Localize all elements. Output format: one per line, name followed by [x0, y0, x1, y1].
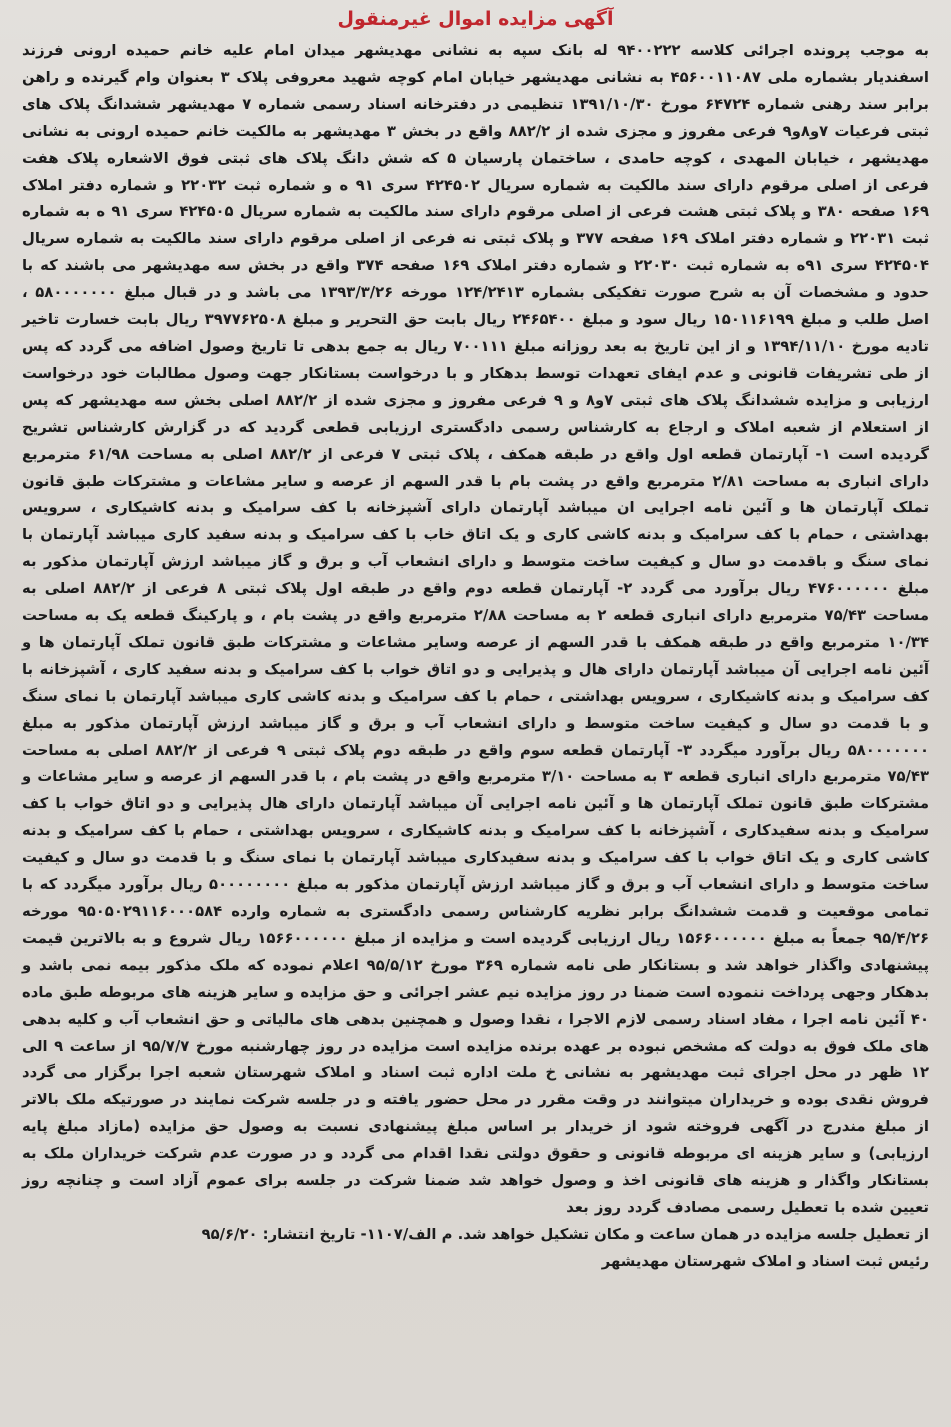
- notice-body: به موجب پرونده اجرائی کلاسه ۹۴۰۰۲۲۲ له بانک سپه به نشانی مهدیشهر میدان امام علیه خانم حمیده ارونی فرزند اسفندیار بشماره ملی ۴۵۶۰۰۱۱۰۸۷ به نشانی مهدیشهر خیابان امام کوچه شهید معروفی پلاک ۳ بعنوان وام گیرنده و راهن برابر سند رهنی شماره ۶۴۷۲۴ مورخ ۱۳۹۱/۱۰/۳۰ تنظیمی در دفترخانه اسناد رسمی شماره ۷ مهدیشهر ششدانگ پلاک های ثبتی فرعیات ۷و۸و۹ فرعی مفروز و مجزی شده از ۸۸۲/۲ واقع در بخش ۳ مهدیشهر به مالکیت خانم حمیده ارونی به نشانی مهدیشهر ، خیابان المهدی ، کوچه حامدی ، ساختمان پارسیان ۵ که شش دانگ پلاک های ثبتی فوق الاشعاره پلاک هفت فرعی از اصلی مرقوم دارای سند مالکیت به شماره سریال ۴۲۴۵۰۲ سری ۹۱ ه و شماره ثبت ۲۲۰۳۲ و شماره دفتر املاک ۱۶۹ صفحه ۳۸۰ و پلاک ثبتی هشت فرعی از اصلی مرقوم دارای سند مالکیت به شماره سریال ۴۲۴۵۰۵ سری ۹۱ ه به شماره ثبت ۲۲۰۳۱ و شماره دفتر املاک ۱۶۹ صفحه ۳۷۷ و پلاک ثبتی نه فرعی از اصلی مرقوم دارای سند مالکیت به شماره سریال ۴۲۴۵۰۴ سری ۹۱ه به شماره ثبت ۲۲۰۳۰ و شماره دفتر املاک ۱۶۹ صفحه ۳۷۴ واقع در بخش سه مهدیشهر می باشند که با حدود و مشخصات آن به شرح صورت تفکیکی بشماره ۱۲۴/۲۴۱۳ مورخه ۱۳۹۳/۳/۲۶ می باشد و در قبال مبلغ ۵۸۰۰۰۰۰۰۰ ، اصل طلب و مبلغ ۱۵۰۱۱۶۱۹۹ ریال سود و مبلغ ۲۴۶۵۴۰۰ ریال بابت حق التحریر و مبلغ ۳۹۷۷۶۲۵۰۸ ریال بابت خسارت تاخیر تادیه مورخ ۱۳۹۴/۱۱/۱۰ و از این تاریخ به بعد روزانه مبلغ ۷۰۰۱۱۱ ریال به جمع بدهی تا تاریخ وصول اضافه می گردد که پس از طی تشریفات قانونی و عدم ایفای تعهدات توسط بدهکار و با درخواست بستانکار جهت وصول مطالبات خود درخواست ارزیابی و مزایده ششدانگ پلاک های ثبتی ۷و۸ و ۹ فرعی مفروز و مجزی شده از ۸۸۲/۲ اصلی بخش سه مهدیشهر که پس از استعلام از شعبه املاک و ارجاع به کارشناس رسمی دادگستری ارزیابی قطعی گردید که در گزارش کارشناس تشریح گردیده است ۱- آپارتمان قطعه اول واقع در طبقه همکف ، پلاک ثبتی ۷ فرعی از ۸۸۲/۲ اصلی به مساحت ۶۱/۹۸ مترمربع دارای انباری به مساحت ۲/۸۱ مترمربع واقع در پشت بام با قدر السهم از عرصه و سایر مشاعات و مشترکات طبق قانون تملک آپارتمان ها و آئین نامه اجرایی ان میباشد آپارتمان دارای آشپزخانه با کف سرامیک و بدنه کاشیکاری ، سرویس بهداشتی ، حمام با کف سرامیک و بدنه کاشی کاری و یک اتاق خاب با کف سرامیک و بدنه سفید کاری میباشد آپارتمان با نمای سنگ و باقدمت دو سال و کیفیت ساخت متوسط و دارای انشعاب آب و برق و گاز میباشد ارزش آپارتمان مذکور به مبلغ ۴۷۶۰۰۰۰۰۰ ریال برآورد می گردد ۲- آپارتمان قطعه دوم واقع در طبقه اول پلاک ثبتی ۸ فرعی از ۸۸۲/۲ اصلی به مساحت ۷۵/۴۳ مترمربع دارای انباری قطعه ۲ به مساحت ۲/۸۸ مترمربع واقع در پشت بام ، و پارکینگ قطعه یک به مساحت ۱۰/۳۴ مترمربع واقع در طبقه همکف با قدر السهم از عرصه وسایر مشاعات و مشترکات طبق قانون تملک آپارتمان ها و آئین نامه اجرایی آن میباشد آپارتمان دارای هال و پذیرایی و دو اتاق خواب با کف سرامیک و بدنه سفید کاری ، آشپزخانه با کف سرامیک و بدنه کاشیکاری ، سرویس بهداشتی ، حمام با کف سرامیک و بدنه کاشی کاری میباشد آپارتمان با نمای سنگ و با قدمت دو سال و کیفیت ساخت متوسط و دارای انشعاب آب و برق و گاز میباشد ارزش آپارتمان مذکور به مبلغ ۵۸۰۰۰۰۰۰۰ ریال برآورد میگردد ۳- آپارتمان قطعه سوم واقع در طبقه دوم پلاک ثبتی ۹ فرعی از ۸۸۲/۲ اصلی به مساحت ۷۵/۴۳ مترمربع دارای انباری قطعه ۳ به مساحت ۳/۱۰ مترمربع واقع در پشت بام ، با قدر السهم از عرصه و سایر مشاعات و مشترکات طبق قانون تملک آپارتمان ها و آئین نامه اجرایی آن میباشد آپارتمان دارای هال پذیرایی و دو اتاق خواب با کف سرامیک و بدنه سفیدکاری ، آشپزخانه با کف سرامیک و بدنه کاشیکاری ، سرویس بهداشتی ، حمام با کف سرامیک و بدنه کاشی کاری و یک اتاق خواب با کف سرامیک و بدنه سفیدکاری میباشد آپارتمان با نمای سنگ و با قدمت دو سال و کیفیت ساخت متوسط و دارای انشعاب آب و برق و گاز میباشد ارزش آپارتمان مذکور به مبلغ ۵۰۰۰۰۰۰۰۰ ریال برآورد میگردد که با تمامی موقعیت و قدمت ششدانگ برابر نظریه کارشناس رسمی دادگستری به شماره وارده ۹۵۰۵۰۲۹۱۱۶۰۰۰۵۸۴ مورخه ۹۵/۴/۲۶ جمعاً به مبلغ ۱۵۶۶۰۰۰۰۰۰ ریال ارزیابی گردیده است و مزایده از مبلغ ۱۵۶۶۰۰۰۰۰۰ ریال شروع و به بالاترین قیمت پیشنهادی واگذار خواهد شد و بستانکار طی نامه شماره ۳۶۹ مورخ ۹۵/۵/۱۲ اعلام نموده که ملک مذکور بیمه نمی باشد و بدهکار وجهی پرداخت ننموده است ضمنا در روز مزایده نیم عشر اجرائی و حق مزایده و سایر هزینه های مربوطه طبق ماده ۴۰ آئین نامه اجرا ، مفاد اسناد رسمی لازم الاجرا ، نقدا وصول و همچنین بدهی های مالیاتی و حق انشعاب آب و کلیه بدهی های ملک فوق به دولت که مشخص نبوده بر عهده برنده مزایده است مزایده در روز چهارشنبه مورخ ۹۵/۷/۷ از ساعت ۹ الی ۱۲ ظهر در محل اجرای ثبت مهدیشهر به نشانی خ ملت اداره ثبت اسناد و املاک شهرستان شعبه اجرا برگزار می گردد فروش نقدی بوده و خریداران میتوانند در وقت مقرر در محل حضور یافته و در جلسه شرکت نمایند در صورتیکه ملک بالاتر از مبلغ مندرج در آگهی فروخته شود از خریدار بر اساس مبلغ پیشنهادی نسبت به وصول حق مزایده (مازاد مبلغ پایه ارزیابی) و سایر هزینه ای مربوطه قانونی و حقوق دولتی نقدا اقدام می گردد و در صورت عدم شرکت خریداران ملک به بستانکار واگذار و هزینه های قانونی اخذ و وصول خواهد شد ضمنا شرکت در جلسه برای عموم آزاد است و چنانچه روز تعیین شده با تعطیل رسمی مصادف گردد روز بعد: [22, 42, 930, 1216]
- notice-title: آگهی مزایده اموال غیرمنقول: [337, 8, 614, 30]
- publication-line: از تعطیل جلسه مزایده در همان ساعت و مکان تشکیل خواهد شد. م الف/۱۱۰۷- تاریخ انتشار: ۹۵/۶/۲۰: [201, 1225, 929, 1243]
- issuer-signature: رئیس ثبت اسناد و املاک شهرستان مهدیشهر: [601, 1252, 929, 1270]
